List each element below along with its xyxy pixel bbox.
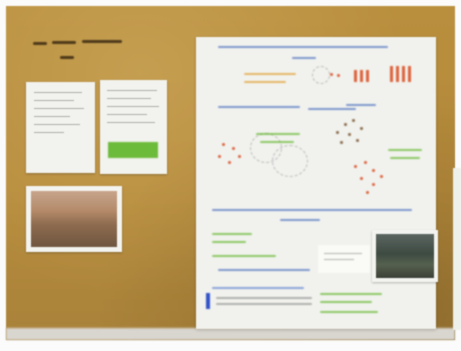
green-highlight-block — [108, 142, 158, 158]
board-bottom-edge — [6, 328, 455, 340]
hand-drawn-poster — [196, 37, 436, 329]
photo-print-right — [372, 230, 438, 282]
blue-marker-block — [206, 293, 210, 309]
label-card — [318, 245, 370, 273]
dot-cluster-ring — [312, 66, 330, 84]
printed-sheet-right — [100, 80, 167, 174]
printed-sheet-left — [26, 82, 95, 173]
group-photo — [376, 234, 434, 278]
photo-print-left — [26, 186, 122, 252]
building-photo — [31, 191, 117, 247]
partial-sheet-edge — [453, 168, 461, 330]
